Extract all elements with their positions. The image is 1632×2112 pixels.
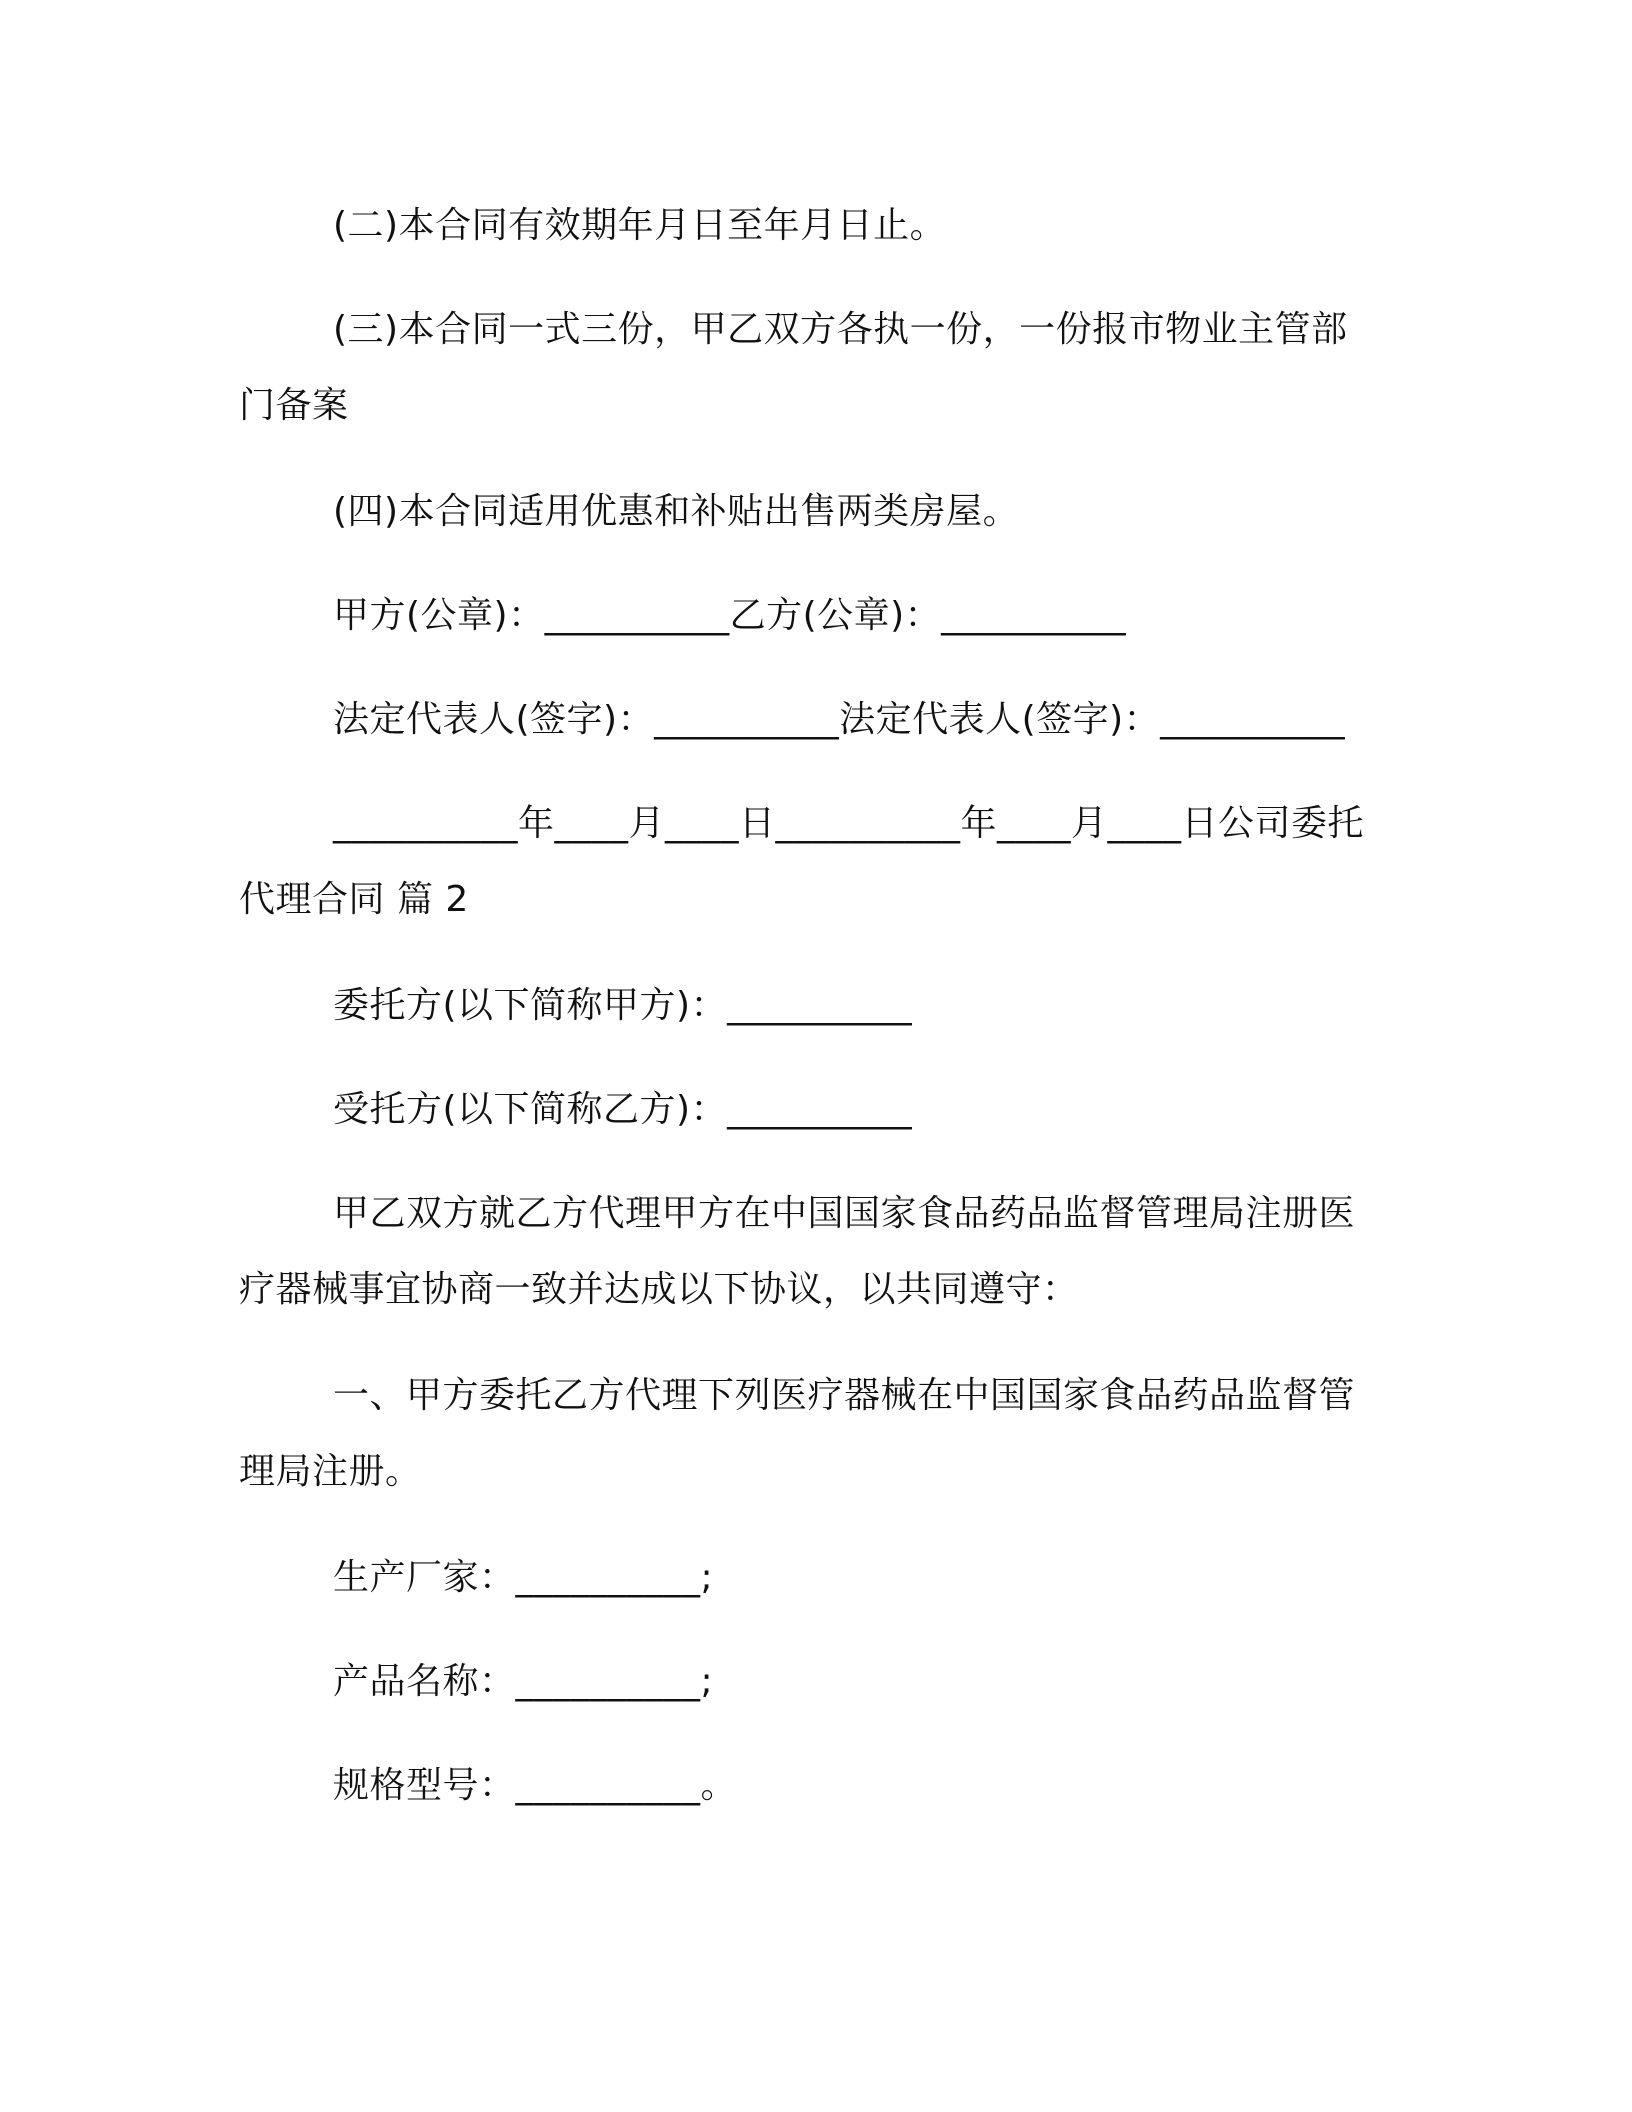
paragraph-principal: 委托方(以下简称甲方)：__________ — [333, 985, 913, 1026]
paragraph-clause-one: 一、甲方委托乙方代理下列医疗器械在中国国家食品药品监督管理局注册。 — [239, 1375, 1356, 1492]
document-body — [239, 188, 1379, 1852]
paragraph-agreement-intro: 甲乙双方就乙方代理甲方在中国国家食品药品监督管理局注册医疗器械事宜协商一致并达成以下协议，以共同遵守： — [239, 1193, 1356, 1310]
paragraph-copies: (三)本合同一式三份，甲乙双方各执一份，一份报市物业主管部门备案 — [239, 309, 1348, 426]
paragraph-party-seals: 甲方(公章)：__________乙方(公章)：__________ — [333, 595, 1127, 636]
paragraph-agent: 受托方(以下简称乙方)：__________ — [333, 1089, 913, 1130]
paragraph-dates-and-section-title: __________年____月____日__________年____月____日公司委托代理合同 篇 2 — [239, 803, 1365, 920]
paragraph-applicable-housing: (四)本合同适用优惠和补贴出售两类房屋。 — [333, 491, 1020, 532]
paragraph-legal-representatives: 法定代表人(签字)：__________法定代表人(签字)：__________ — [333, 699, 1346, 740]
paragraph-validity-period: (二)本合同有效期年月日至年月日止。 — [333, 205, 947, 246]
paragraph-model-spec: 规格型号：__________。 — [333, 1765, 738, 1806]
paragraph-manufacturer: 生产厂家：__________; — [333, 1557, 714, 1598]
paragraph-product-name: 产品名称：__________; — [333, 1661, 714, 1702]
